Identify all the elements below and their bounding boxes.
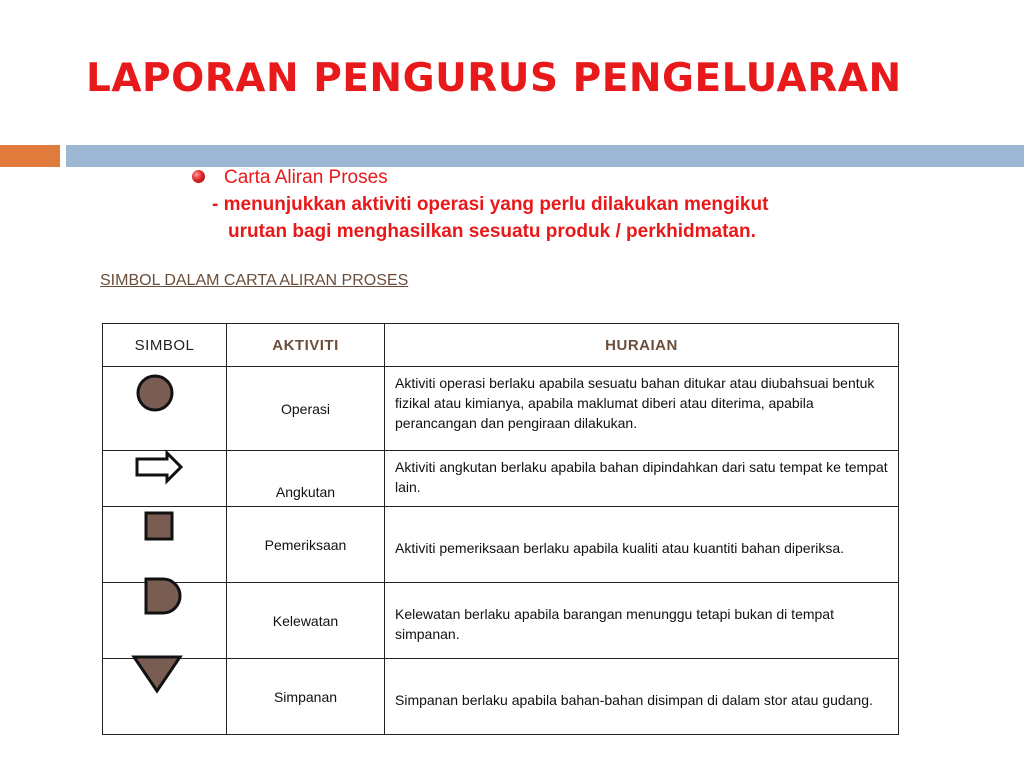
huraian-cell: Aktiviti operasi berlaku apabila sesuatu bahan ditukar atau diubahsuai bentuk fizikal atau kimianya, apabila maklumat diberi atau diterima, apabila perancangan dan pengiraan dilakukan. xyxy=(385,367,899,451)
circle-icon xyxy=(103,367,227,451)
triangle-down-icon xyxy=(103,659,227,735)
table-row xyxy=(103,659,899,735)
symbol-cell xyxy=(103,367,227,451)
bullet-title: Carta Aliran Proses xyxy=(224,167,388,188)
table-heading: SIMBOL DALAM CARTA ALIRAN PROSES xyxy=(100,272,409,289)
table-row xyxy=(103,367,899,451)
huraian-cell: Aktiviti pemeriksaan berlaku apabila kualiti atau kuantiti bahan diperiksa. xyxy=(385,507,899,583)
aktiviti-cell: Angkutan xyxy=(227,451,385,507)
table-row xyxy=(103,451,899,507)
aktiviti-cell: Kelewatan xyxy=(227,583,385,659)
symbol-cell xyxy=(103,507,227,583)
aktiviti-cell: Simpanan xyxy=(227,659,385,735)
header-huraian: HURAIAN xyxy=(385,324,899,367)
huraian-cell: Kelewatan berlaku apabila barangan menunggu tetapi bukan di tempat simpanan. xyxy=(385,583,899,659)
symbol-cell xyxy=(103,451,227,507)
slide-title: LAPORAN PENGURUS PENGELUARAN xyxy=(86,56,902,101)
header-simbol: SIMBOL xyxy=(103,324,227,367)
bullet-description-line-1: - menunjukkan aktiviti operasi yang perlu dilakukan mengikut xyxy=(212,194,769,215)
symbol-cell xyxy=(103,659,227,735)
aktiviti-cell: Pemeriksaan xyxy=(227,507,385,583)
table-row xyxy=(103,507,899,583)
header-aktiviti: AKTIVITI xyxy=(227,324,385,367)
symbol-cell xyxy=(103,583,227,659)
huraian-cell: Simpanan berlaku apabila bahan-bahan disimpan di dalam stor atau gudang. xyxy=(385,659,899,735)
bullet-description-line-2: urutan bagi menghasilkan sesuatu produk / perkhidmatan. xyxy=(228,221,756,242)
d-shape-icon xyxy=(103,583,227,659)
square-icon xyxy=(103,507,227,583)
table-header-row xyxy=(103,324,899,367)
aktiviti-cell: Operasi xyxy=(227,367,385,451)
accent-bar-blue xyxy=(66,145,1024,167)
arrow-right-icon xyxy=(103,451,227,507)
table-row xyxy=(103,583,899,659)
huraian-cell: Aktiviti angkutan berlaku apabila bahan dipindahkan dari satu tempat ke tempat lain. xyxy=(385,451,899,507)
bullet-dot-icon xyxy=(192,170,205,183)
accent-bar-orange xyxy=(0,145,60,167)
symbol-table xyxy=(102,323,899,735)
